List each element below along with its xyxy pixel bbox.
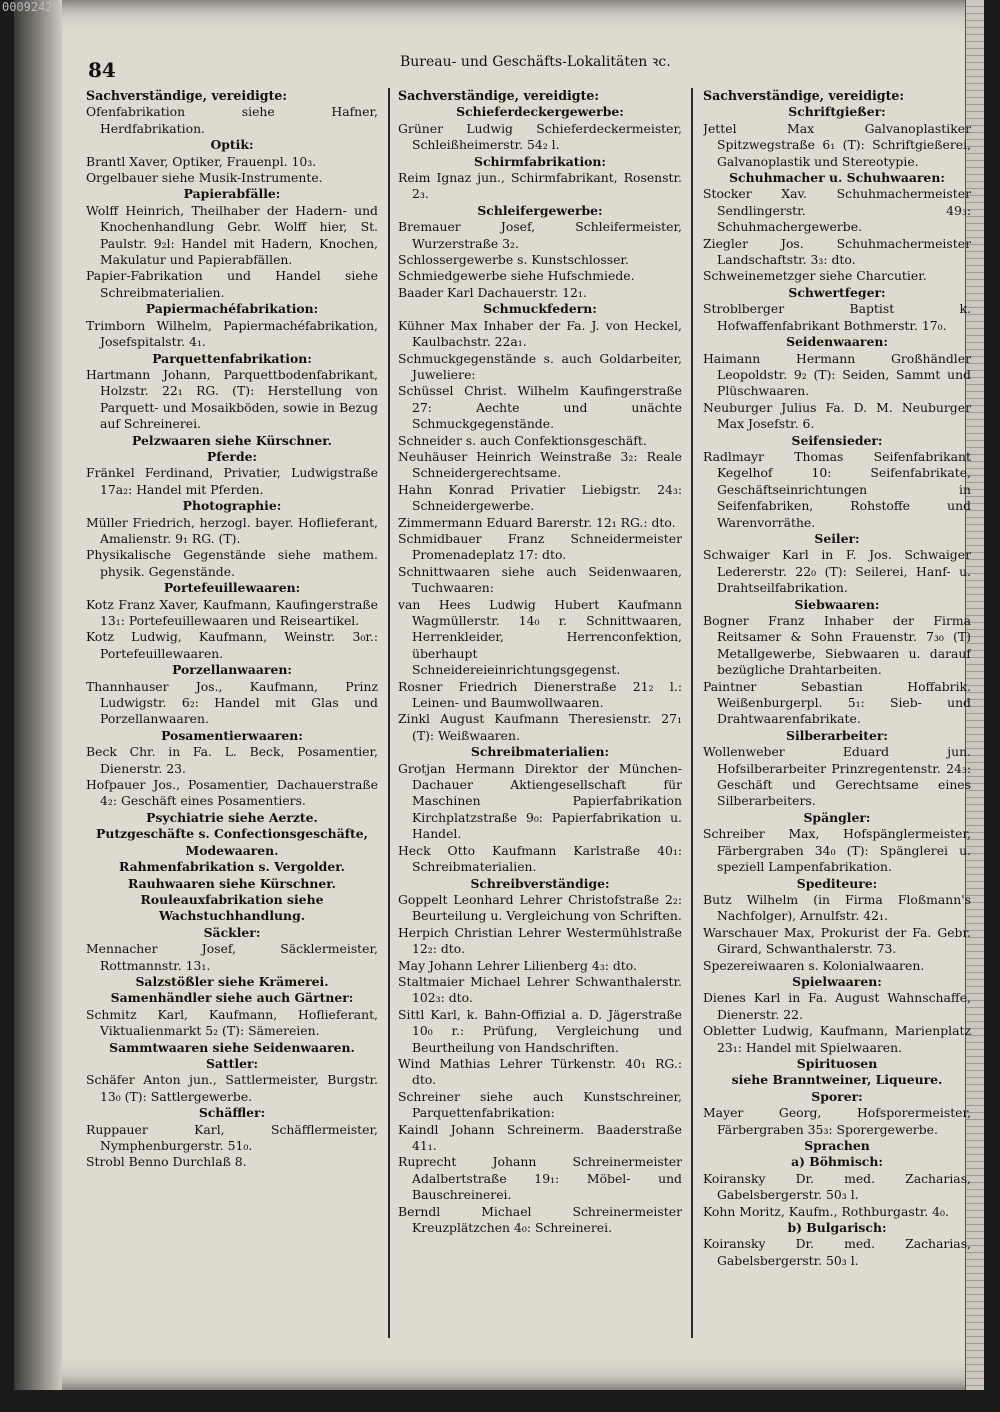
directory-entry: Sittl Karl, k. Bahn-Offizial a. D. Jägerstraße 10₀ r.: Prüfung, Vergleichung und Beurtheilung von Handschriften.	[398, 1006, 682, 1055]
directory-entry: Reim Ignaz jun., Schirmfabrikant, Rosenstr. 2₃.	[398, 170, 682, 202]
section-heading: Schirmfabrikation:	[474, 153, 606, 169]
directory-entry: Kaindl Johann Schreinerm. Baaderstraße 41₁.	[398, 1121, 682, 1153]
directory-entry: Obletter Ludwig, Kaufmann, Marienplatz 23₁: Handel mit Spielwaaren.	[703, 1023, 971, 1055]
directory-entry: Schreiber Max, Hofspänglermeister, Färbergraben 34₀ (T): Spänglerei u. speziell Lampenfabrikation.	[703, 826, 971, 875]
directory-entry: Jettel Max Galvanoplastiker Spitzwegstraße 6₁ (T): Schriftgießerei, Galvanoplastik und Stereotypie.	[703, 120, 971, 169]
directory-entry: Bogner Franz Inhaber der Firma Reitsamer & Sohn Frauenstr. 7₃₀ (T) Metallgewerbe, Siebwaaren u. darauf bezügliche Drahtarbeiten.	[703, 613, 971, 678]
directory-entry: Spezereiwaaren s. Kolonialwaaren.	[703, 957, 925, 973]
directory-entry: Stocker Xav. Schuhmachermeister Sendlingerstr. 49₃: Schuhmachergewerbe.	[703, 186, 971, 235]
directory-entry: Schlossergewerbe s. Kunstschlosser.	[398, 252, 629, 268]
column-3	[703, 88, 971, 1368]
section-heading: b) Bulgarisch:	[787, 1220, 887, 1236]
continuation-heading: Sachverständige, vereidigte:	[86, 88, 288, 103]
section-heading: Posamentierwaaren:	[161, 727, 303, 743]
section-heading: Sprachen	[804, 1138, 870, 1153]
directory-entry: Zimmermann Eduard Barerstr. 12₁ RG.: dto.	[398, 514, 676, 530]
directory-entry: Ofenfabrikation siehe Hafner, Herdfabrikation.	[86, 104, 378, 136]
directory-entry: Strobl Benno Durchlaß 8.	[86, 1154, 247, 1170]
directory-entry: Koiransky Dr. med. Zacharias, Gabelsbergerstr. 50₃ l.	[703, 1236, 971, 1268]
section-heading: Optik:	[210, 137, 254, 153]
directory-entry: Schmiedgewerbe siehe Hufschmiede.	[398, 268, 635, 284]
directory-entry: Schweinemetzger siehe Charcutier.	[703, 268, 927, 284]
column-rule	[691, 88, 693, 1338]
running-head: Bureau- und Geschäfts-Lokalitäten ꝛc.	[400, 54, 671, 70]
directory-entry: Papier-Fabrikation und Handel siehe Schreibmaterialien.	[86, 268, 378, 300]
directory-entry: Kotz Ludwig, Kaufmann, Weinstr. 3₀r.: Portefeuillewaaren.	[86, 629, 378, 661]
directory-entry: Grotjan Hermann Direktor der München-Dachauer Aktiengesellschaft für Maschinen Papierfabrikation Kirchplatzstraße 9₀: Papierfabrikation u. Handel.	[398, 760, 682, 842]
directory-entry: Schüssel Christ. Wilhelm Kaufingerstraße 27: Aechte und unächte Schmuckgegenstände.	[398, 383, 682, 432]
directory-entry: Schnittwaaren siehe auch Seidenwaaren, Tuchwaaren:	[398, 563, 682, 596]
section-heading: Salzstößler siehe Krämerei.	[135, 973, 329, 989]
continuation-heading: Sachverständige, vereidigte:	[398, 88, 600, 103]
section-heading: Sattler:	[205, 1055, 259, 1071]
section-heading: Spediteure:	[796, 875, 878, 891]
section-heading: Sammtwaaren siehe Seidenwaaren.	[109, 1039, 355, 1055]
directory-entry: Hofpauer Jos., Posamentier, Dachauerstraße 4₂: Geschäft eines Posamentiers.	[86, 777, 378, 809]
directory-entry: Schreiner siehe auch Kunstschreiner, Parquettenfabrikation:	[398, 1088, 682, 1121]
directory-entry: Warschauer Max, Prokurist der Fa. Gebr. Girard, Schwanthalerstr. 73.	[703, 924, 971, 957]
directory-entry: Heck Otto Kaufmann Karlstraße 40₁: Schreibmaterialien.	[398, 842, 682, 875]
directory-entry: Rosner Friedrich Dienerstraße 21₂ l.: Leinen- und Baumwollwaaren.	[398, 678, 682, 711]
directory-entry: May Johann Lehrer Lilienberg 4₃: dto.	[398, 957, 637, 973]
directory-entry: Dienes Karl in Fa. August Wahnschaffe, Dienerstr. 22.	[703, 990, 971, 1022]
section-heading: Schuhmacher u. Schuhwaaren:	[729, 170, 945, 186]
section-heading: Psychiatrie siehe Aerzte.	[146, 809, 318, 825]
section-heading: Rouleauxfabrikation siehe Wachstuchhandlung.	[140, 891, 324, 924]
section-heading: Papierabfälle:	[183, 186, 281, 202]
section-heading: a) Böhmisch:	[791, 1154, 883, 1170]
section-heading: Porzellanwaaren:	[172, 662, 292, 678]
section-heading: Säckler:	[203, 924, 261, 940]
directory-entry: Stroblberger Baptist k. Hofwaffenfabrikant Bothmerstr. 17₀.	[703, 301, 971, 333]
section-heading: Samenhändler siehe auch Gärtner:	[110, 990, 354, 1006]
directory-entry: Mayer Georg, Hofsporermeister, Färbergraben 35₃: Sporergewerbe.	[703, 1105, 971, 1137]
directory-entry: Paintner Sebastian Hoffabrik. Weißenburgerpl. 5₁: Sieb- und Drahtwaarenfabrikate.	[703, 678, 971, 727]
section-heading: Pferde:	[206, 448, 258, 464]
directory-entry: Ziegler Jos. Schuhmachermeister Landschaftstr. 3₃: dto.	[703, 235, 971, 268]
directory-entry: Beck Chr. in Fa. L. Beck, Posamentier, Dienerstr. 23.	[86, 744, 378, 776]
directory-entry: Hartmann Johann, Parquettbodenfabrikant, Holzstr. 22₁ RG. (T): Herstellung von Parquett- und Mosaikböden, sowie in Bezug auf Schreinerei.	[86, 366, 378, 432]
section-heading: Siebwaaren:	[794, 596, 880, 612]
column-rule	[388, 88, 390, 1338]
section-heading: Schäffler:	[198, 1105, 266, 1121]
scan-id: 00092426	[2, 0, 60, 14]
directory-entry: van Hees Ludwig Hubert Kaufmann Wagmüllerstr. 14₀ r. Schnittwaaren, Herrenkleider, Herrenconfektion, überhaupt Schneidereieinrichtungsgegenst.	[398, 596, 682, 678]
directory-entry: Herpich Christian Lehrer Westermühlstraße 12₂: dto.	[398, 924, 682, 957]
section-heading: Spielwaaren:	[792, 973, 882, 989]
section-heading: Seidenwaaren:	[786, 334, 888, 350]
book-gutter	[14, 0, 62, 1390]
directory-entry: Grüner Ludwig Schieferdeckermeister, Schleißheimerstr. 54₂ l.	[398, 120, 682, 153]
section-heading: Seifensieder:	[791, 432, 883, 448]
directory-entry: Kühner Max Inhaber der Fa. J. von Heckel, Kaulbachstr. 22a₁.	[398, 317, 682, 350]
section-heading: Rahmenfabrikation s. Vergolder.	[119, 859, 345, 875]
directory-entry: Neuhäuser Heinrich Weinstraße 3₂: Reale Schneidergerechtsame.	[398, 448, 682, 481]
section-heading: Putzgeschäfte s. Confectionsgeschäfte, Modewaaren.	[96, 826, 368, 858]
section-heading: siehe Branntweiner, Liqueure.	[731, 1072, 943, 1088]
section-heading: Schreibmaterialien:	[470, 744, 610, 760]
directory-entry: Thannhauser Jos., Kaufmann, Prinz Ludwigstr. 6₂: Handel mit Glas und Porzellanwaaren.	[86, 678, 378, 727]
section-heading: Sporer:	[811, 1088, 863, 1104]
section-heading: Schreibverständige:	[470, 875, 610, 891]
section-heading: Spirituosen	[796, 1055, 878, 1071]
directory-entry: Goppelt Leonhard Lehrer Christofstraße 2₂: Beurteilung u. Vergleichung von Schriften.	[398, 891, 682, 924]
directory-entry: Wollenweber Eduard jun. Hofsilberarbeiter Prinzregentenstr. 24₃: Geschäft und Gerechtsame eines Silberarbeiters.	[703, 744, 971, 809]
page-number: 84	[88, 58, 116, 82]
directory-entry: Kotz Franz Xaver, Kaufmann, Kaufingerstraße 13₁: Portefeuillewaaren und Reiseartikel.	[86, 596, 378, 628]
directory-entry: Wind Mathias Lehrer Türkenstr. 40₁ RG.: dto.	[398, 1055, 682, 1088]
directory-entry: Müller Friedrich, herzogl. bayer. Hoflieferant, Amalienstr. 9₁ RG. (T).	[86, 514, 378, 546]
continuation-heading: Sachverständige, vereidigte:	[703, 88, 905, 103]
section-heading: Silberarbeiter:	[786, 727, 888, 743]
directory-entry: Orgelbauer siehe Musik-Instrumente.	[86, 170, 323, 186]
directory-entry: Schwaiger Karl in F. Jos. Schwaiger Ledererstr. 22₀ (T): Seilerei, Hanf- u. Drahtseilfabrikation.	[703, 547, 971, 596]
directory-entry: Hahn Konrad Privatier Liebigstr. 24₃: Schneidergewerbe.	[398, 481, 682, 514]
directory-entry: Schmidbauer Franz Schneidermeister Promenadeplatz 17: dto.	[398, 530, 682, 563]
directory-entry: Ruprecht Johann Schreinermeister Adalbertstraße 19₁: Möbel- und Bauschreinerei.	[398, 1154, 682, 1203]
directory-entry: Berndl Michael Schreinermeister Kreuzplätzchen 4₀: Schreinerei.	[398, 1203, 682, 1236]
section-heading: Parquettenfabrikation:	[152, 350, 312, 366]
directory-entry: Neuburger Julius Fa. D. M. Neuburger Max Josefstr. 6.	[703, 399, 971, 432]
directory-entry: Schneider s. auch Confektionsgeschäft.	[398, 432, 647, 448]
section-heading: Schieferdeckergewerbe:	[456, 104, 624, 120]
directory-entry: Wolff Heinrich, Theilhaber der Hadern- und Knochenhandlung Gebr. Wolff hier, St. Paulstr. 9₂l: Handel mit Hadern, Knochen, Makulatur und Papierabfällen.	[86, 202, 378, 268]
directory-entry: Fränkel Ferdinand, Privatier, Ludwigstraße 17a₂: Handel mit Pferden.	[86, 465, 378, 497]
directory-entry: Ruppauer Karl, Schäfflermeister, Nymphenburgerstr. 51₀.	[86, 1121, 378, 1153]
directory-entry: Baader Karl Dachauerstr. 12₁.	[398, 284, 587, 300]
section-heading: Schriftgießer:	[788, 104, 886, 120]
section-heading: Photographie:	[182, 498, 282, 514]
directory-entry: Koiransky Dr. med. Zacharias, Gabelsbergerstr. 50₃ l.	[703, 1170, 971, 1203]
section-heading: Pelzwaaren siehe Kürschner.	[132, 432, 332, 448]
section-heading: Schmuckfedern:	[483, 301, 597, 317]
section-heading: Schleifergewerbe:	[477, 202, 603, 218]
directory-entry: Butz Wilhelm (in Firma Floßmann's Nachfolger), Arnulfstr. 42₁.	[703, 891, 971, 924]
directory-entry: Radlmayr Thomas Seifenfabrikant Kegelhof 10: Seifenfabrikate, Geschäftseinrichtungen in Seifenfabriken, Rohstoffe und Warenvorräthe.	[703, 448, 971, 530]
section-heading: Papiermachéfabrikation:	[145, 301, 319, 317]
directory-entry: Trimborn Wilhelm, Papiermachéfabrikation, Josefspitalstr. 4₁.	[86, 317, 378, 350]
directory-entry: Mennacher Josef, Säcklermeister, Rottmannstr. 13₁.	[86, 941, 378, 973]
directory-entry: Schmitz Karl, Kaufmann, Hoflieferant, Viktualienmarkt 5₂ (T): Sämereien.	[86, 1006, 378, 1039]
directory-entry: Bremauer Josef, Schleifermeister, Wurzerstraße 3₂.	[398, 219, 682, 251]
column-2	[398, 88, 682, 1368]
section-heading: Seiler:	[814, 530, 860, 546]
directory-entry: Physikalische Gegenstände siehe mathem. physik. Gegenstände.	[86, 547, 378, 579]
section-heading: Portefeuillewaaren:	[163, 580, 301, 596]
directory-entry: Brantl Xaver, Optiker, Frauenpl. 10₃.	[86, 153, 317, 169]
directory-entry: Zinkl August Kaufmann Theresienstr. 27₁ (T): Weißwaaren.	[398, 711, 682, 743]
directory-entry: Kohn Moritz, Kaufm., Rothburgastr. 4₀.	[703, 1203, 949, 1219]
section-heading: Schwertfeger:	[788, 284, 886, 300]
section-heading: Rauhwaaren siehe Kürschner.	[127, 875, 336, 891]
directory-entry: Schäfer Anton jun., Sattlermeister, Burgstr. 13₀ (T): Sattlergewerbe.	[86, 1072, 378, 1104]
directory-entry: Schmuckgegenstände s. auch Goldarbeiter, Juweliere:	[398, 350, 682, 382]
section-heading: Spängler:	[803, 809, 871, 825]
column-1	[86, 88, 378, 1368]
directory-entry: Haimann Hermann Großhändler Leopoldstr. 9₂ (T): Seiden, Sammt und Plüschwaaren.	[703, 350, 971, 399]
directory-entry: Staltmaier Michael Lehrer Schwanthalerstr. 102₃: dto.	[398, 973, 682, 1006]
